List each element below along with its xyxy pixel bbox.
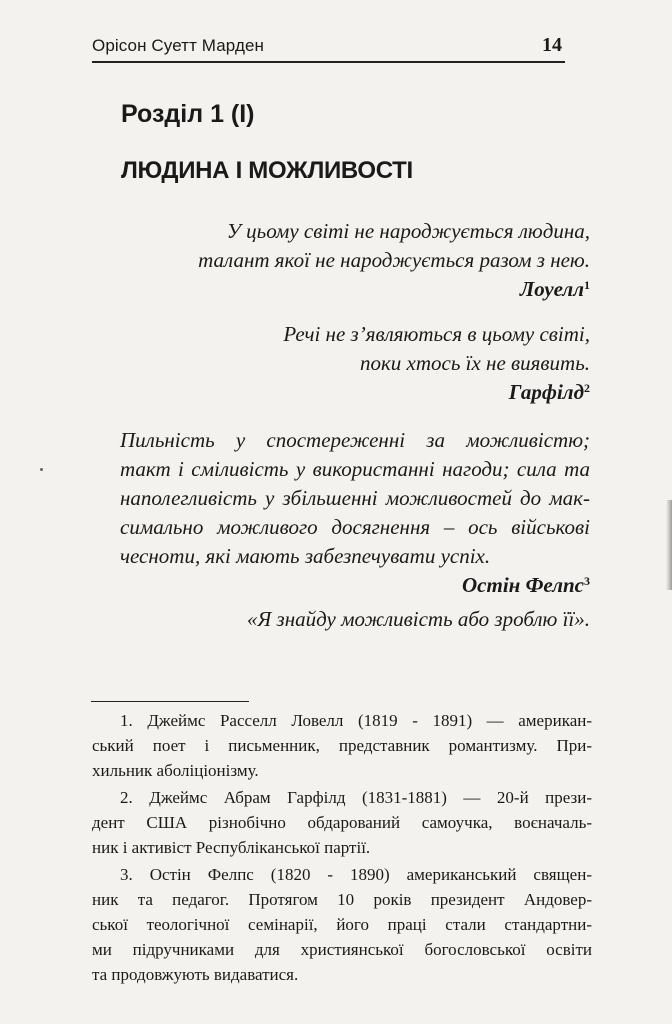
epigraph-line: Речі не з’являються в цьому світі, <box>283 322 590 346</box>
epigraph-line: такт і сміливість у використанні нагоди; сила та <box>120 457 590 481</box>
footnote-line: та продовжують видаватися. <box>92 965 299 984</box>
chapter-label: Розділ 1 (І) <box>121 100 255 128</box>
header-rule <box>92 61 565 63</box>
footnote-marker: 2 <box>584 381 590 395</box>
running-header-author: Орісон Суетт Марден <box>92 36 265 55</box>
footnote <box>92 785 592 860</box>
footnote-line: 1. Джеймс Расселл Ловелл (1819 - 1891) — американ- <box>120 711 592 730</box>
scan-speck <box>40 468 43 471</box>
footnote-marker: 3 <box>584 574 590 588</box>
page-number: 14 <box>542 34 562 56</box>
footnote-line: ми підручниками для християнської богословської освіти <box>92 940 592 959</box>
footnote-line: хильник аболіціонізму. <box>92 761 259 780</box>
epigraph-line: поки хтось їх не виявить. <box>359 351 590 375</box>
epigraph-line: У цьому світі не народжується людина, <box>226 219 590 243</box>
epigraph-line: чесноти, які мають забезпечувати успіх. <box>120 544 491 568</box>
footnote-line: ський поет і письменник, представник романтизму. При- <box>92 736 592 755</box>
epigraph <box>120 426 590 600</box>
epigraph-line: Пильність у спостереженні за можливістю; <box>120 428 590 452</box>
footnote-line: 3. Остін Фелпс (1820 - 1890) американський священ- <box>120 865 592 884</box>
footnote <box>92 862 592 987</box>
footnote-line: ської теологічної семінарії, його праці стали стандартни- <box>92 915 592 934</box>
running-header <box>92 34 562 58</box>
epigraph <box>283 320 590 407</box>
footnote <box>92 708 592 783</box>
footnote-marker: 1 <box>584 278 590 292</box>
epigraph-line: талант якої не народжується разом з нею. <box>198 248 590 272</box>
epigraph <box>198 217 590 304</box>
epigraph-author-name: Гарфілд <box>508 380 584 404</box>
epigraph <box>247 605 590 634</box>
chapter-title: ЛЮДИНА І МОЖЛИВОСТІ <box>121 157 413 184</box>
footnotes <box>92 708 592 989</box>
epigraph-line: «Я знайду можливість або зроблю її». <box>246 607 590 631</box>
page-edge-shadow <box>666 500 672 590</box>
footnote-rule <box>91 701 249 702</box>
epigraph-author <box>198 275 590 304</box>
epigraph-author-name: Остін Фелпс <box>462 573 584 597</box>
epigraph-author <box>120 571 590 600</box>
epigraph-line: наполегливість у збільшенні можливостей до мак- <box>120 486 590 510</box>
epigraph-line: симально можливого досягнення – ось військові <box>120 515 590 539</box>
epigraph-author-name: Лоуелл <box>519 277 584 301</box>
footnote-line: ник та педагог. Протягом 10 років президент Андовер- <box>92 890 592 909</box>
footnote-line: 2. Джеймс Абрам Гарфілд (1831-1881) — 20-й прези- <box>120 788 592 807</box>
epigraph-author <box>283 378 590 407</box>
footnote-line: дент США різнобічно обдарований самоучка, воєначаль- <box>92 813 592 832</box>
footnote-line: ник і активіст Республіканської партії. <box>92 838 371 857</box>
